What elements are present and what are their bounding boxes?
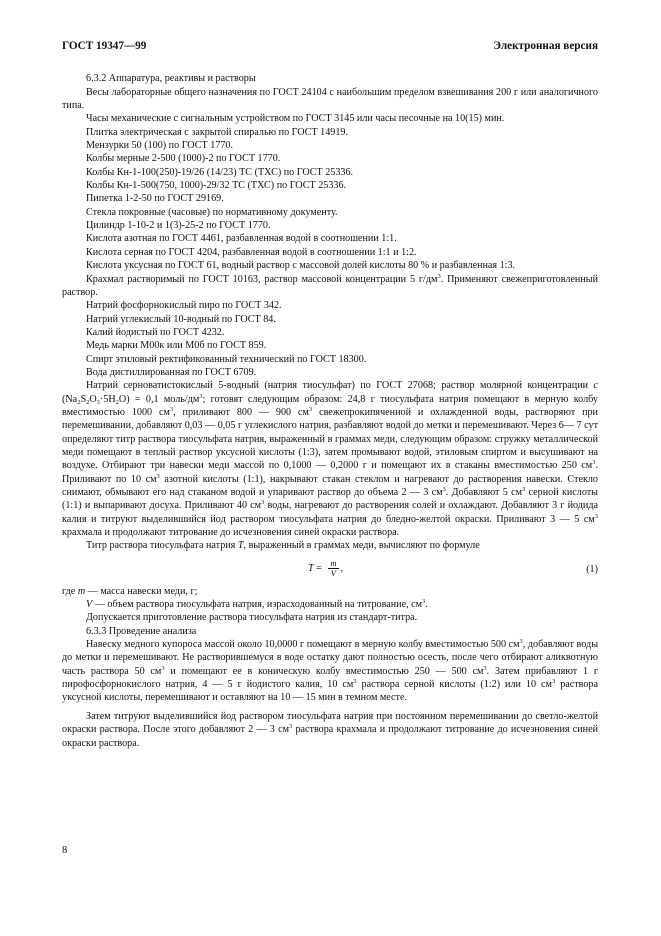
section-heading: 6.3.3 Проведение анализа — [86, 625, 197, 637]
paragraph: Кислота азотная по ГОСТ 4461, разбавленная водой в соотношении 1:1. — [86, 233, 397, 245]
formula-number: (1) — [586, 563, 598, 575]
paragraph: Колбы Кн-1-500(750, 1000)-29/32 ТС (ТХС) по ГОСТ 25336. — [86, 180, 347, 192]
analysis-paragraph: Навеску медного купороса массой около 10,0000 г помещают в мерную колбу вместимостью 500 $см^3$, добавляют воды до метки и перемешивают. Не растворившемуся в воде остатку дают полностью осесть, после чего отбирают аликвотную часть раствора 50 $см^3$ и помещают ее в коническую колбу вместимостью 250 — 500 $см^3$. Затем прибавляют 1 г пирофосфорнокислого натрия, 4 — 5 г йодистого калия, 10 $см^3$ раствора серной кислоты (1:2) или 10 $см^3$ раствора уксусной кислоты, перемешивают и оставляют на 10 — 15 мин в темном месте. — [62, 638, 598, 704]
version-label: Электронная версия — [493, 40, 598, 52]
paragraph: Вода дистиллированная по ГОСТ 6709. — [86, 366, 257, 378]
paragraph: Весы лабораторные общего назначения по ГОСТ 24104 с наибольшим пределом взвешивания 200 г или аналогичного типа. — [62, 86, 598, 112]
page-number: 8 — [62, 845, 68, 856]
paragraph: Крахмал растворимый по ГОСТ 10163, раствор массовой концентрации 5 $г/дм^3$. Применяют свежеприготовленный раствор. — [62, 272, 598, 298]
paragraph: Часы механические с сигнальным устройством по ГОСТ 3145 или часы песочные на 10(15) мин. — [86, 113, 505, 125]
paragraph: Стекла покровные (часовые) по нормативному документу. — [86, 206, 338, 218]
document-page — [62, 40, 598, 750]
paragraph: Натрий фосфорнокислый пиро по ГОСТ 342. — [86, 300, 282, 312]
paragraph: Титр раствора тиосульфата натрия T, выраженный в граммах меди, вычисляют по формуле — [86, 540, 480, 552]
paragraph: Допускается приготовление раствора тиосульфата натрия из стандарт-титра. — [86, 612, 418, 624]
paragraph: Натрий углекислый 10-водный по ГОСТ 84. — [86, 313, 276, 325]
formula-fraction — [328, 559, 338, 578]
formula-lhs: T — [308, 562, 314, 574]
formula-tail: , — [340, 562, 344, 574]
thiosulfate-paragraph: Натрий серноватистокислый 5-водный (натрия тиосульфат) по ГОСТ 27068; раствор молярной концентрации c $(Na_2S_2O_3\cdot 5H_2O) = 0,1$ моль/$дм^3$; готовят следующим образом: 24,8 г тиосульфата натрия помещают в мерную колбу вместимостью 1000 $см^3$, приливают 800 — 900 $см^3$ свежепрокипяченной и охлажденной воды, растворяют при перемешивании, добавляют 0,03 — 0,05 г углекислого натрия, разбавляют водой до метки и перемешивают. Через 6— 7 сут определяют титр раствора тиосульфата натрия, выраженный в граммах меди, следующим образом: стружку металлической меди помещают в теплый раствор уксусной кислоты (1:3), затем промывают водой, этиловым спиртом и высушивают на воздухе. Отбирают три навески меди массой по 0,1000 — 0,2000 г и помещают их в стаканы вместимостью 250 $см^3$. Приливают по 10 $см^3$ азотной кислоты (1:1), накрывают стакан стеклом и нагревают до растворения навески. Стекло снимают, обмывают его над стаканом водой и упаривают раствор до объема 2 — 3 $см^3$. Добавляют 5 $см^3$ серной кислоты (1:1) и выпаривают досуха. Приливают 40 $см^3$ воды, нагревают до растворения солей и охлаждают. Добавляют 3 г йодида калия и титруют выделившийся йод раствором тиосульфата натрия до бледно-желтой окраски. Приливают 3 — 5 $см^3$ крахмала и продолжают титрование до исчезновения синей окраски раствора. — [62, 380, 598, 539]
formula-1 — [62, 555, 598, 582]
formula-numerator: m — [330, 557, 337, 568]
paragraph: Затем титруют выделившийся йод раствором тиосульфата натрия при постоянном перемешивании до светло-желтой окраски раствора. После этого добавляют 2 — 3 $см^3$ раствора крахмала и продолжают титрование до исчезновения синей окраски раствора. — [62, 710, 598, 749]
paragraph: Колбы Кн-1-100(250)-19/26 (14/23) ТС (ТХС) по ГОСТ 25336. — [86, 166, 354, 178]
formula-expression — [308, 559, 343, 578]
paragraph: Пипетка 1-2-50 по ГОСТ 29169. — [86, 193, 224, 205]
paragraph: Мензурки 50 (100) по ГОСТ 1770. — [86, 140, 233, 152]
paragraph: Колбы мерные 2-500 (1000)-2 по ГОСТ 1770. — [86, 153, 281, 165]
formula-equals: = — [313, 562, 325, 574]
standard-code: ГОСТ 19347—99 — [62, 40, 147, 52]
paragraph: Кислота уксусная по ГОСТ 61, водный раствор с массовой долей кислоты 80 % и разбавленная 1:3. — [86, 260, 516, 272]
section-heading: 6.3.2 Аппаратура, реактивы и растворы — [86, 73, 256, 85]
legend-v: V — объем раствора тиосульфата натрия, израсходованный на титрование, $см^3$. — [86, 598, 428, 611]
paragraph: Калий йодистый по ГОСТ 4232. — [86, 326, 225, 338]
paragraph: Медь марки М00к или М0б по ГОСТ 859. — [86, 340, 267, 352]
page-header — [62, 40, 598, 53]
formula-denominator: V — [330, 567, 337, 578]
paragraph: Цилиндр 1-10-2 и 1(3)-25-2 по ГОСТ 1770. — [86, 220, 271, 232]
paragraph: Спирт этиловый ректификованный технический по ГОСТ 18300. — [86, 353, 367, 365]
paragraph: Кислота серная по ГОСТ 4204, разбавленная водой в соотношении 1:1 и 1:2. — [86, 246, 417, 258]
legend-m: где m — масса навески меди, г; — [62, 585, 198, 597]
paragraph: Плитка электрическая с закрытой спиралью по ГОСТ 14919. — [86, 126, 349, 138]
